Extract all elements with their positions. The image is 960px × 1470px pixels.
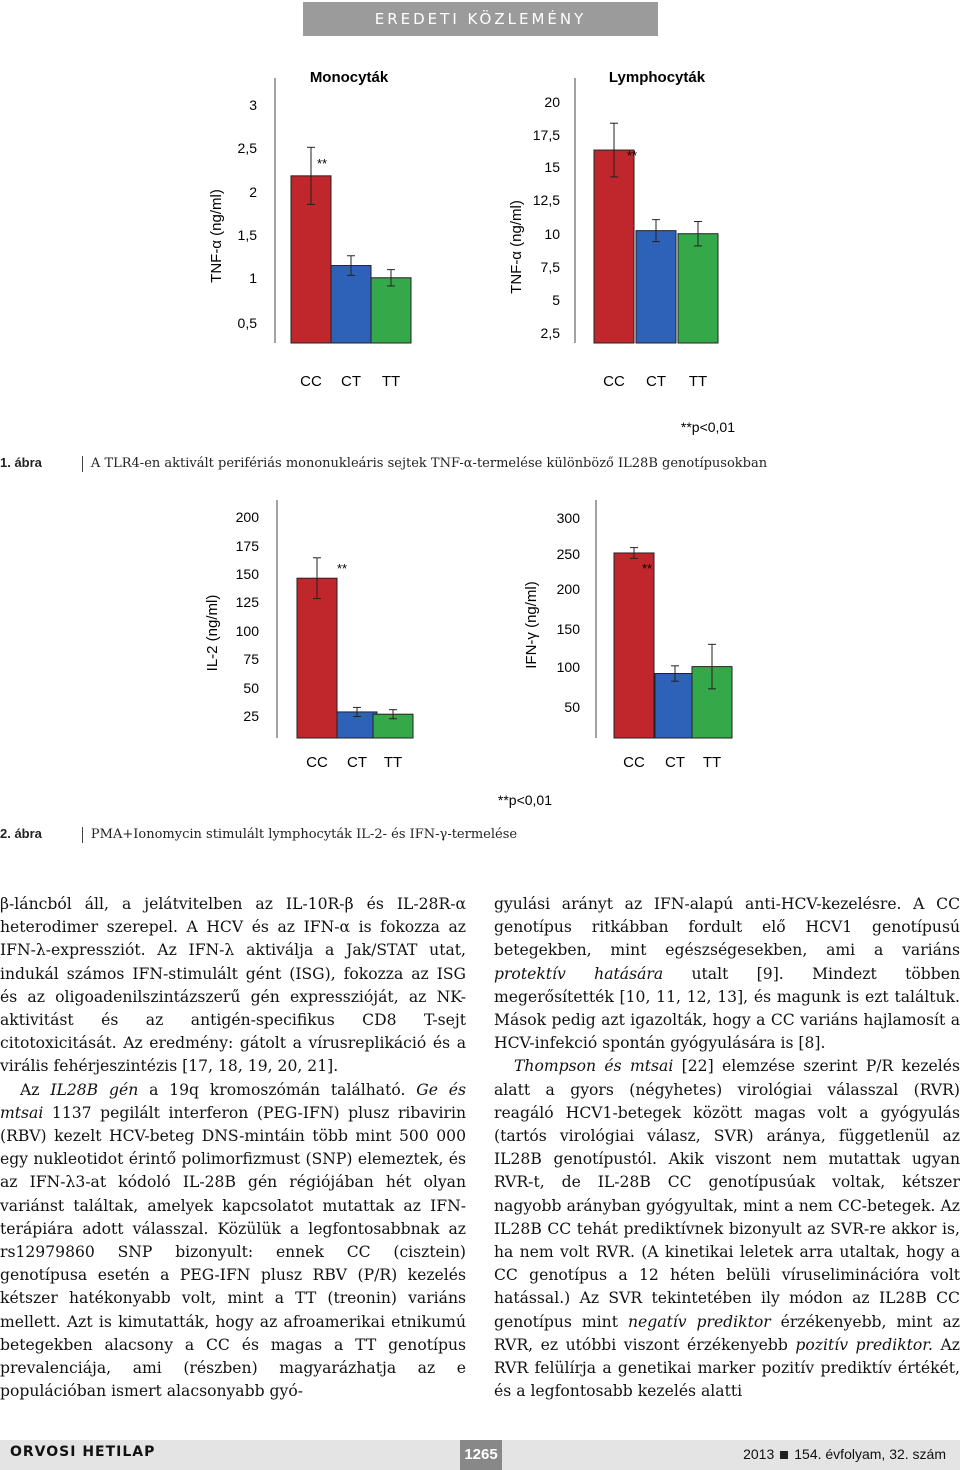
category-label: CT: [341, 373, 361, 390]
journal-name: ORVOSI HETILAP: [10, 1444, 156, 1460]
bar-ct: [331, 266, 371, 343]
tick-label: 7,5: [540, 259, 560, 275]
category-label: CC: [623, 754, 645, 771]
tick-label: 100: [235, 623, 259, 639]
tick-label: 0,5: [237, 315, 257, 331]
figure-2-number: 2. ábra: [0, 826, 42, 841]
tick-label: 15: [544, 159, 560, 175]
tick-label: 2: [249, 184, 257, 200]
tick-label: 12,5: [532, 192, 560, 208]
paragraph: β-láncból áll, a jelátvitelben az IL-10R-β és IL-28R-α heterodimer szerepel. A HCV és az IFN-α is fokozza az IFN-λ-expressziót. Az IFN-λ aktiválja a Jak/STAT utat, indukál számos IFN-stimulált gént (ISG), fokozza az ISG és az oligoadenilszintázszerű gén expresszióját, az NK-aktivitást és az antigén-specifikus CD8 T-sejt citotoxicitását. Az eredmény: gátolt a vírusreplikáció és a virális fehérjeszintézis [17, 18, 19, 20, 21].: [0, 895, 466, 1076]
category-label: CT: [347, 754, 367, 771]
bar-tt: [371, 278, 411, 343]
text-column-left: [0, 893, 466, 1403]
tick-label: 3: [249, 97, 257, 113]
bar-tt: [678, 234, 718, 343]
bar-ct: [636, 231, 676, 343]
tick-label: 200: [235, 509, 259, 525]
category-label: TT: [383, 754, 403, 771]
tick-label: 150: [235, 566, 259, 582]
y-axis-label: IFN-γ (ng/ml): [523, 581, 540, 669]
tick-label: 75: [243, 651, 259, 667]
bar-cc: [614, 553, 654, 738]
tick-label: 1,5: [237, 227, 257, 243]
tick-label: 50: [564, 699, 580, 715]
bar-cc: [594, 150, 634, 343]
y-axis-label: TNF-α (ng/ml): [208, 189, 225, 283]
y-axis-label: IL-2 (ng/ml): [204, 594, 221, 672]
issue-info: 2013 154. évfolyam, 32. szám: [743, 1446, 946, 1462]
tick-label: 2,5: [540, 325, 560, 341]
tick-label: 100: [556, 659, 580, 675]
tick-label: 300: [556, 510, 580, 526]
category-label: CC: [300, 373, 322, 390]
category-label: CT: [665, 754, 685, 771]
figure-2-caption: [0, 826, 517, 843]
bar-cc: [297, 578, 337, 738]
tick-label: 250: [556, 546, 580, 562]
category-label: CC: [306, 754, 328, 771]
category-label: TT: [702, 754, 722, 771]
tick-label: 175: [235, 538, 259, 554]
y-axis-label: TNF-α (ng/ml): [508, 200, 525, 294]
figure-2-text: PMA+Ionomycin stimulált lymphocyták IL-2- és IFN-γ-termelése: [90, 827, 518, 842]
tick-label: 17,5: [532, 127, 560, 143]
category-label: CT: [646, 373, 666, 390]
category-label: TT: [688, 373, 708, 390]
section-header: EREDETI KÖZLEMÉNY: [303, 2, 658, 36]
page-number: 1265: [460, 1440, 502, 1470]
paragraph: Thompson és mtsai [22] elemzése szerint P/R kezelés alatt a gyors (négyhetes) virológiai válasszal (RVR) reagáló HCV1-betegek között magas volt a gyógyulás (tartós virológiai válasz, SVR) aránya, függetlenül az IL28B genotípustól. Akik viszont nem mutattak ugyan RVR-t, de IL-28B CC genotípusúak voltak, kétszer nagyobb arányban gyógyultak, mint a nem CC-betegek. Az IL28B CC tehát prediktívnek bizonyult az SVR-re akkor is, ha nem volt RVR. (A kinetikai leletek arra utaltak, hogy a CC genotípus a 12 héten belüli víruseliminációra volt hatással.) Az SVR tekintetében ily módon az IL28B CC genotípus mint negatív prediktor érzékenyebb, mint az RVR, ez utóbbi viszont érzékenyebb pozitív prediktor. Az RVR felülírja a genetikai marker pozitív prediktív értékét, és a legfontosabb kezelés alatti: [494, 1057, 960, 1401]
page-footer: [0, 1440, 960, 1470]
tick-label: 1: [249, 270, 257, 286]
tick-label: 200: [556, 581, 580, 597]
chart-title: Monocyták: [309, 69, 389, 86]
p-value-note: **p<0,01: [680, 419, 735, 435]
figure-1-text: A TLR4-en aktivált perifériás mononukleáris sejtek TNF-α-termelése különböző IL28B genotípusokban: [90, 456, 768, 471]
tick-label: 5: [552, 292, 560, 308]
tick-label: 10: [544, 226, 560, 242]
bar-ct: [655, 674, 695, 738]
figure-1-number: 1. ábra: [0, 455, 42, 470]
tick-label: 2,5: [237, 140, 257, 156]
significance-mark: **: [316, 156, 328, 171]
paragraph: Az IL28B gén a 19q kromoszómán található. Ge és mtsai 1137 pegilált interferon (PEG-IFN) plusz ribavirin (RBV) kezelt HCV-beteg DNS-mintáin több mint 500 000 egy nukleotidot érintő polimorfizmust (SNP) elemeztek, és az IFN-λ3-at kódoló IL-28B gén régiójában hét olyan variánst találtak, amelyek kapcsolatot mutattak az IFN-terápiára adott válasszal. Közülük a legfontosabbnak az rs12979860 SNP bizonyult: ennek CC (cisztein) genotípusa esetén a PEG-IFN plusz RBV (P/R) kezelés kétszer hatékonyabb volt, mint a TT (treonin) variáns mellett. Azt is kimutatták, hogy az afroamerikai etnikumú betegekben alacsony a CC és magas a TT genotípus prevalenciája, ami (részben) magyarázhatja az e populációban ismert alacsonyabb gyó-: [0, 1080, 467, 1401]
significance-mark: **: [626, 148, 638, 163]
tick-label: 20: [544, 94, 560, 110]
square-icon: [780, 1451, 788, 1459]
chart-title: Lymphocyták: [608, 69, 706, 86]
significance-mark: **: [641, 561, 653, 576]
tick-label: 125: [235, 594, 259, 610]
p-value-note: **p<0,01: [497, 792, 552, 808]
paragraph: gyulási arányt az IFN-alapú anti-HCV-kezelésre. A CC genotípus ritkábban fordult elő HCV1 genotípusú betegekben, mint egészségesekben, ami a variáns protektív hatására utalt [9]. Mindezt többen megerősítették [10, 11, 12, 13], és magunk is ezt találtuk. Mások pedig azt igazolták, hogy a CC variáns hajlamosít a HCV-infekció spontán gyógyulására is [8].: [494, 895, 960, 1053]
figure-1-caption: [0, 455, 767, 472]
text-column-right: [494, 893, 960, 1403]
tick-label: 150: [556, 621, 580, 637]
category-label: TT: [381, 373, 401, 390]
tick-label: 50: [243, 680, 259, 696]
tick-label: 25: [243, 708, 259, 724]
significance-mark: **: [336, 561, 348, 576]
category-label: CC: [603, 373, 625, 390]
